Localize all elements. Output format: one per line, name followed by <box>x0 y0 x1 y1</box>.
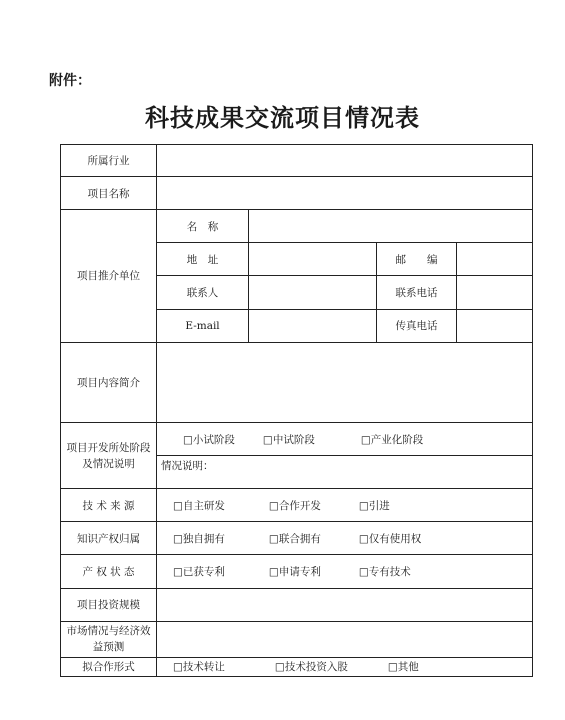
unit-name-field[interactable] <box>249 210 533 243</box>
tech-source-label: 技 术 来 源 <box>61 489 157 522</box>
coop-option-transfer[interactable]: □技术转让 <box>173 661 225 674</box>
investment-field[interactable] <box>157 588 533 621</box>
address-label: 地 址 <box>157 243 249 276</box>
table-row <box>61 588 533 621</box>
content-label: 项目内容简介 <box>61 342 157 422</box>
table-row <box>61 210 533 243</box>
stage-option-small[interactable]: □小试阶段 <box>183 433 235 446</box>
industry-field[interactable] <box>157 145 533 177</box>
ip-option-use-only[interactable]: □仅有使用权 <box>358 532 422 545</box>
market-field[interactable] <box>157 621 533 657</box>
table-row <box>61 177 533 210</box>
content-field[interactable] <box>157 342 533 422</box>
property-option-granted[interactable]: □已获专利 <box>173 565 225 578</box>
table-row <box>61 422 533 455</box>
attachment-label: 附件： <box>49 73 91 89</box>
project-name-label: 项目名称 <box>61 177 157 210</box>
table-row <box>61 489 533 522</box>
ip-option-sole[interactable]: □独自拥有 <box>173 532 225 545</box>
market-label: 市场情况与经济效益预测 <box>61 621 157 657</box>
fax-label: 传真电话 <box>377 309 457 342</box>
ip-label: 知识产权归属 <box>61 522 157 555</box>
recommending-unit-label: 项目推介单位 <box>61 210 157 342</box>
property-label: 产 权 状 态 <box>61 555 157 588</box>
fax-field[interactable] <box>457 309 533 342</box>
property-option-proprietary[interactable]: □专有技术 <box>358 565 411 578</box>
phone-field[interactable] <box>457 276 533 309</box>
coop-options <box>157 657 533 676</box>
table-row <box>61 145 533 177</box>
stage-option-industrial[interactable]: □产业化阶段 <box>360 433 424 446</box>
project-info-table <box>60 144 533 677</box>
ip-options <box>157 522 533 555</box>
postcode-label: 邮 编 <box>377 243 457 276</box>
form-title: 科技成果交流项目情况表 <box>145 103 420 132</box>
ip-option-joint[interactable]: □联合拥有 <box>268 532 321 545</box>
stage-options <box>157 422 533 455</box>
stage-label: 项目开发所处阶段及情况说明 <box>61 422 157 488</box>
table-row <box>61 657 533 676</box>
property-option-applied[interactable]: □申请专利 <box>268 565 321 578</box>
stage-note-label: 情况说明： <box>161 460 214 473</box>
table-row <box>61 555 533 588</box>
table-row <box>61 342 533 422</box>
contact-field[interactable] <box>249 276 377 309</box>
table-row <box>61 522 533 555</box>
stage-option-pilot[interactable]: □中试阶段 <box>262 433 315 446</box>
tech-source-option-import[interactable]: □引进 <box>358 499 390 512</box>
unit-name-label: 名 称 <box>157 210 249 243</box>
contact-label: 联系人 <box>157 276 249 309</box>
postcode-field[interactable] <box>457 243 533 276</box>
industry-label: 所属行业 <box>61 145 157 177</box>
coop-option-other[interactable]: □其他 <box>387 661 419 674</box>
phone-label: 联系电话 <box>377 276 457 309</box>
tech-source-options <box>157 489 533 522</box>
property-options <box>157 555 533 588</box>
tech-source-option-joint[interactable]: □合作开发 <box>268 499 321 512</box>
email-field[interactable] <box>249 309 377 342</box>
investment-label: 项目投资规模 <box>61 588 157 621</box>
stage-note-field[interactable] <box>157 456 533 489</box>
project-name-field[interactable] <box>157 177 533 210</box>
tech-source-option-own[interactable]: □自主研发 <box>173 499 225 512</box>
address-field[interactable] <box>249 243 377 276</box>
table-row <box>61 621 533 657</box>
coop-label: 拟合作形式 <box>61 657 157 676</box>
email-label: E-mail <box>157 309 249 342</box>
coop-option-equity[interactable]: □技术投资入股 <box>274 661 348 674</box>
